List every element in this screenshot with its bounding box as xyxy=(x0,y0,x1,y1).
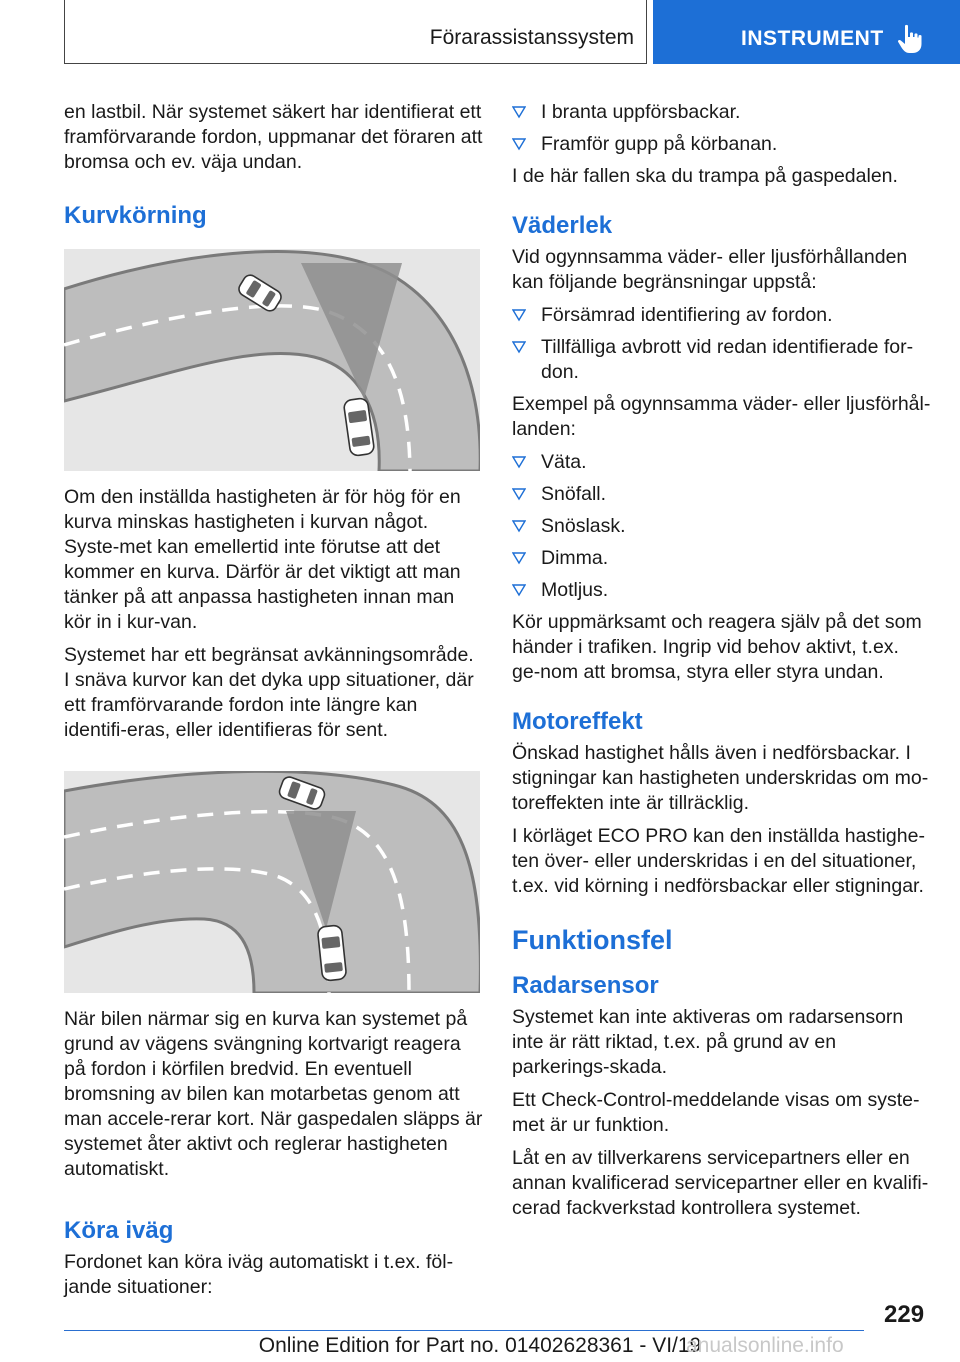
attention-paragraph: Kör uppmärksamt och reagera själv på det som händer i trafiken. Ingrip vid behov aktivt, t.ex. ge-nom att bromsa, styra eller styra undan. xyxy=(512,611,922,683)
list-item-text: Framför gupp på körbanan. xyxy=(541,133,778,155)
heading-radarsensor: Radarsensor xyxy=(512,972,659,999)
chapter-title: INSTRUMENT xyxy=(741,27,884,50)
chapter-tab xyxy=(653,0,960,64)
list-item xyxy=(512,514,932,539)
curve-illustration-2 xyxy=(64,771,480,993)
list-item-text: Väta. xyxy=(541,451,587,473)
list-item xyxy=(512,100,932,125)
list-item xyxy=(512,335,932,385)
section-title: Förarassistanssystem xyxy=(429,26,634,49)
radar-paragraph-1: Systemet kan inte aktiveras om radarsensorn inte är rätt riktad, t.ex. på grund av en parkerings-skada. xyxy=(512,1006,904,1078)
motoreffekt-paragraph-2: I körläget ECO PRO kan den inställda hastighe-ten över- eller underskridas i en del situationer, t.ex. vid körning i nedförsbackar eller stigningar. xyxy=(512,825,925,897)
list-item-text: Tillfälliga avbrott vid redan identifierade for-don. xyxy=(541,336,914,383)
triangle-bullet-icon xyxy=(512,308,526,322)
list-item-text: Snöslask. xyxy=(541,515,626,537)
triangle-bullet-icon xyxy=(512,137,526,151)
left-column xyxy=(64,100,484,1308)
list-item xyxy=(512,546,932,571)
triangle-bullet-icon xyxy=(512,340,526,354)
own-vehicle xyxy=(317,925,347,981)
radar-paragraph-3: Låt en av tillverkarens servicepartners eller en annan kvalificerad servicepartner eller en kvalifi-cerad fackverkstad kontrollera systemet. xyxy=(512,1147,929,1219)
triangle-bullet-icon xyxy=(512,105,526,119)
triangle-bullet-icon xyxy=(512,455,526,469)
kurvkorning-paragraph-1: Om den inställda hastigheten är för hög för en kurva minskas hastigheten i kurvan något. Syste-met kan emellertid inte förutse att det kommer en kurva. Därför är det viktigt att man tänker på att anpassa hastigheten innan man kör in i kur-van. xyxy=(64,486,461,633)
triangle-bullet-icon xyxy=(512,519,526,533)
vaderlek-paragraph: Vid ogynnsamma väder- eller ljusförhållanden kan följande begränsningar uppstå: xyxy=(512,246,908,293)
watermark-suffix: anualsonline.info xyxy=(686,1334,844,1357)
page-number: 229 xyxy=(884,1301,925,1328)
heading-kurvkorning: Kurvkörning xyxy=(64,202,207,229)
list-item-text: Snöfall. xyxy=(541,483,607,505)
heading-vaderlek: Väderlek xyxy=(512,212,613,239)
exempel-paragraph: Exempel på ogynnsamma väder- eller ljusförhål-landen: xyxy=(512,393,931,440)
list-item xyxy=(512,450,932,475)
triangle-bullet-icon xyxy=(512,583,526,597)
kora-ivag-paragraph: Fordonet kan köra iväg automatiskt i t.ex. föl-jande situationer: xyxy=(64,1251,454,1298)
weather-examples-list xyxy=(512,450,932,603)
limitations-list xyxy=(512,303,932,385)
uphill-list xyxy=(512,100,932,157)
list-item-text: Dimma. xyxy=(541,547,609,569)
triangle-bullet-icon xyxy=(512,487,526,501)
radar-paragraph-2: Ett Check-Control-meddelande visas om syste-met är ur funktion. xyxy=(512,1089,920,1136)
pointing-hand-icon xyxy=(893,22,927,56)
triangle-bullet-icon xyxy=(512,551,526,565)
edition-text: Online Edition for Part no. 01402628361 - VI/19 xyxy=(258,1334,702,1357)
heading-motoreffekt: Motoreffekt xyxy=(512,708,643,735)
intro-paragraph: en lastbil. När systemet säkert har identifierat ett framförvarande fordon, uppmanar det föraren att bromsa och ev. väja undan. xyxy=(64,101,483,173)
heading-funktionsfel: Funktionsfel xyxy=(512,925,673,955)
kurvkorning-paragraph-2: Systemet har ett begränsat avkänningsområde. I snäva kurvor kan det dyka upp situationer, där ett framförvarande fordon inte längre kan identifi-eras, eller identifieras för sent. xyxy=(64,644,474,741)
list-item xyxy=(512,578,932,603)
list-item xyxy=(512,132,932,157)
list-item-text: I branta uppförsbackar. xyxy=(541,101,741,123)
list-item xyxy=(512,482,932,507)
kurvkorning-paragraph-3: När bilen närmar sig en kurva kan systemet på grund av vägens svängning kortvarigt reagera på fordon i körfilen bredvid. En eventuell bromsning av bilen kan motarbetas genom att man accele-rerar kort. När gaspedalen släpps är systemet åter aktivt och reglerar hastigheten automatiskt. xyxy=(64,1008,483,1180)
list-item xyxy=(512,303,932,328)
list-item-text: Motljus. xyxy=(541,579,609,601)
curve-illustration-1 xyxy=(64,249,480,471)
gas-paragraph: I de här fallen ska du trampa på gaspedalen. xyxy=(512,165,898,187)
heading-kora-ivag: Köra iväg xyxy=(64,1217,174,1244)
header-section-box xyxy=(64,0,647,64)
watermark-text xyxy=(686,1334,844,1358)
list-item-text: Försämrad identifiering av fordon. xyxy=(541,304,833,326)
footer-divider xyxy=(64,1330,864,1331)
motoreffekt-paragraph-1: Önskad hastighet hålls även i nedförsbackar. I stigningar kan hastigheten underskridas om mo-toreffekten inte är tillräcklig. xyxy=(512,742,929,814)
right-column xyxy=(512,100,932,1229)
